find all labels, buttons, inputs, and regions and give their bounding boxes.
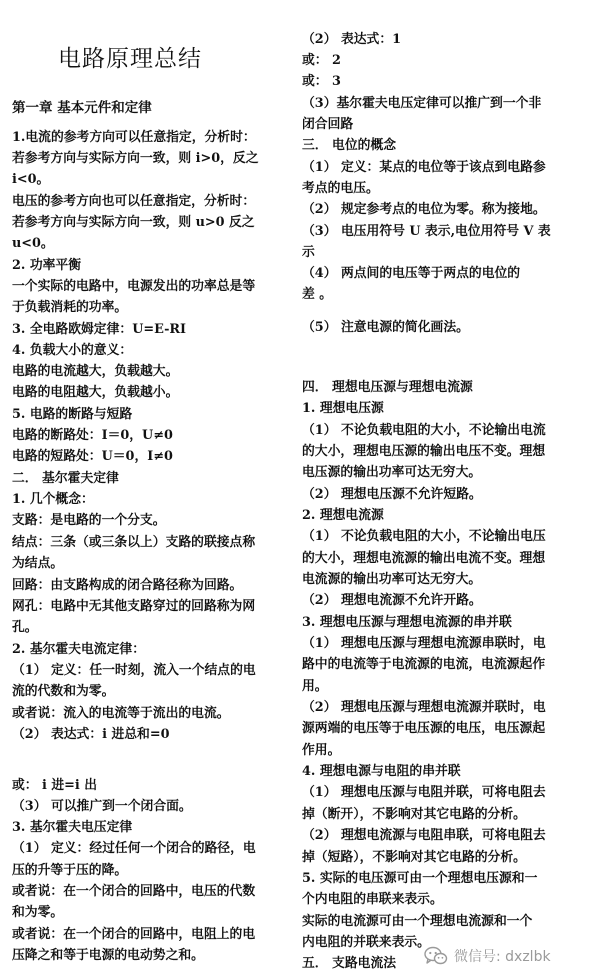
right-line-31: 源两端的电压等于电压源的电压，电压源起 xyxy=(302,721,546,736)
left-line-29: （2） 表达式：i 进总和=0 xyxy=(12,727,170,742)
left-line-2: 若参考方向与实际方向一致，则 i>0，反之 xyxy=(12,151,259,166)
right-line-12: （4） 两点间的电压等于两点的电位的 xyxy=(302,266,521,281)
right-line-30: （2） 理想电压源与理想电流源并联时，电 xyxy=(302,700,546,715)
left-line-17: 二． 基尔霍夫定律 xyxy=(12,471,119,486)
right-line-10: （3） 电压用符号 U 表示,电位用符号 V 表 xyxy=(302,224,551,239)
right-line-29: 用。 xyxy=(302,679,328,694)
left-line-16: 电路的短路处：U＝0，I≠0 xyxy=(12,449,173,464)
right-line-21: 2. 理想电流源 xyxy=(302,508,384,523)
right-line-28: 路中的电流等于电流源的电流，电流源起作 xyxy=(302,657,546,672)
left-line-23: 网孔：电路中无其他支路穿过的回路称为网 xyxy=(12,599,256,614)
left-line-26: （1） 定义：任一时刻，流入一个结点的电 xyxy=(12,663,256,678)
left-line-37: 或者说：在一个闭合的回路中，电阻上的电 xyxy=(12,927,256,942)
right-line-35: 掉（断开），不影响对其它电路的分析。 xyxy=(302,807,526,822)
left-line-6: u<0。 xyxy=(12,236,54,251)
right-line-27: （1） 理想电压源与理想电流源串联时，电 xyxy=(302,636,546,651)
left-line-31: （3） 可以推广到一个闭合面。 xyxy=(12,799,192,814)
right-line-13: 差 。 xyxy=(302,287,333,302)
right-line-3: 或： 3 xyxy=(302,74,341,89)
left-line-33: （1） 定义：经过任何一个闭合的路径，电 xyxy=(12,841,256,856)
right-line-8: 考点的电压。 xyxy=(302,181,379,196)
right-line-37: 掉（短路），不影响对其它电路的分析。 xyxy=(302,850,526,865)
left-line-24: 孔。 xyxy=(12,620,38,635)
right-line-38: 5. 实际的电压源可由一个理想电压源和一 xyxy=(302,871,538,886)
left-line-10: 3. 全电路欧姆定律：U=E-RI xyxy=(12,322,186,337)
right-line-34: （1） 理想电压源与电阻并联，可将电阻去 xyxy=(302,785,546,800)
right-line-25: （2） 理想电流源不允许开路。 xyxy=(302,593,482,608)
left-line-3: i<0。 xyxy=(12,172,50,187)
left-line-36: 和为零。 xyxy=(12,905,64,920)
right-line-33: 4. 理想电源与电阻的串并联 xyxy=(302,764,461,779)
left-line-32: 3. 基尔霍夫电压定律 xyxy=(12,820,133,835)
right-line-5: 闭合回路 xyxy=(302,117,354,132)
left-line-14: 5. 电路的断路与短路 xyxy=(12,407,133,422)
left-line-11: 4. 负载大小的意义： xyxy=(12,343,133,358)
right-line-14: （5） 注意电源的简化画法。 xyxy=(302,320,469,335)
right-line-1: （2） 表达式：1 xyxy=(302,32,402,47)
right-line-26: 3. 理想电压源与理想电流源的串并联 xyxy=(302,615,512,630)
wechat-icon xyxy=(424,945,448,967)
left-line-34: 压的升等于压的降。 xyxy=(12,863,128,878)
page-title: 电路原理总结 xyxy=(58,46,202,72)
left-line-8: 一个实际的电路中，电源发出的功率总是等 xyxy=(12,279,256,294)
right-line-18: 的大小，理想电压源的输出电压不变。理想 xyxy=(302,444,546,459)
right-line-11: 示 xyxy=(302,245,315,260)
left-line-9: 于负载消耗的功率。 xyxy=(12,300,128,315)
left-line-38: 压降之和等于电源的电动势之和。 xyxy=(12,948,204,963)
right-line-17: （1） 不论负载电阻的大小，不论输出电流 xyxy=(302,423,546,438)
right-line-6: 三． 电位的概念 xyxy=(302,138,397,153)
right-line-9: （2） 规定参考点的电位为零。称为接地。 xyxy=(302,202,546,217)
left-line-30: 或： i 进=i 出 xyxy=(12,778,97,793)
watermark xyxy=(424,942,596,970)
left-line-15: 电路的断路处：I＝0，U≠0 xyxy=(12,428,173,443)
left-line-1: 1.电流的参考方向可以任意指定，分析时： xyxy=(12,130,256,145)
right-line-4: （3）基尔霍夫电压定律可以推广到一个非 xyxy=(302,96,542,111)
left-line-5: 若参考方向与实际方向一致，则 u>0 反之 xyxy=(12,215,255,230)
right-line-7: （1） 定义：某点的电位等于该点到电路参 xyxy=(302,160,546,175)
right-line-39: 个内电阻的串联来表示。 xyxy=(302,892,443,907)
right-line-24: 电流源的输出功率可达无穷大。 xyxy=(302,572,482,587)
right-line-32: 作用。 xyxy=(302,743,341,758)
left-line-19: 支路：是电路的一个分支。 xyxy=(12,513,166,528)
left-line-28: 或者说：流入的电流等于流出的电流。 xyxy=(12,706,230,721)
left-line-35: 或者说：在一个闭合的回路中，电压的代数 xyxy=(12,884,256,899)
right-line-23: 的大小，理想电流源的输出电流不变。理想 xyxy=(302,551,546,566)
right-line-22: （1） 不论负载电阻的大小，不论输出电压 xyxy=(302,529,546,544)
left-line-7: 2. 功率平衡 xyxy=(12,258,82,273)
chapter-heading: 第一章 基本元件和定律 xyxy=(12,100,152,116)
right-line-19: 电压源的输出功率可达无穷大。 xyxy=(302,465,482,480)
left-line-22: 回路：由支路构成的闭合路径称为回路。 xyxy=(12,578,243,593)
left-line-25: 2. 基尔霍夫电流定律： xyxy=(12,642,145,657)
right-line-36: （2） 理想电流源与电阻串联，可将电阻去 xyxy=(302,828,546,843)
right-line-41: 内电阻的并联来表示。 xyxy=(302,935,430,950)
left-line-27: 流的代数和为零。 xyxy=(12,684,115,699)
left-line-20: 结点：三条（或三条以上）支路的联接点称 xyxy=(12,535,256,550)
right-line-20: （2） 理想电压源不允许短路。 xyxy=(302,487,482,502)
right-line-42: 五． 支路电流法 xyxy=(302,956,397,971)
left-line-13: 电路的电阻越大，负载越小。 xyxy=(12,385,179,400)
left-line-12: 电路的电流越大，负载越大。 xyxy=(12,364,179,379)
right-line-2: 或： 2 xyxy=(302,53,341,68)
left-line-21: 为结点。 xyxy=(12,556,64,571)
right-line-40: 实际的电流源可由一个理想电流源和一个 xyxy=(302,914,533,929)
watermark-label: 微信号: dxzlbk xyxy=(454,949,551,965)
left-line-18: 1. 几个概念： xyxy=(12,492,94,507)
left-line-4: 电压的参考方向也可以任意指定，分析时： xyxy=(12,194,256,209)
right-line-15: 四． 理想电压源与理想电流源 xyxy=(302,380,473,395)
right-line-16: 1. 理想电压源 xyxy=(302,401,384,416)
